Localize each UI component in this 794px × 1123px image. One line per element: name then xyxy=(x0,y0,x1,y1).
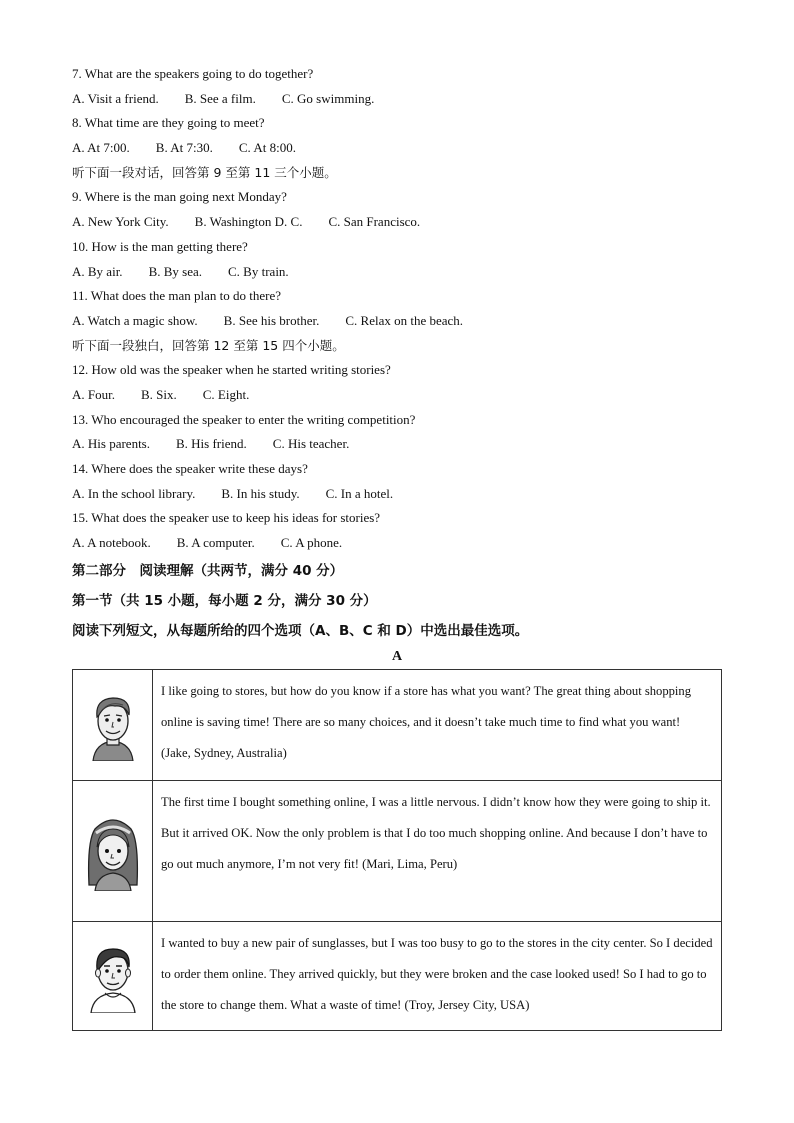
options-15 xyxy=(72,531,722,556)
option-c: C. A phone. xyxy=(280,535,343,551)
option-a: A. Watch a magic show. xyxy=(72,312,198,328)
option-a: A. In the school library. xyxy=(72,485,196,501)
option-b: B. By sea. xyxy=(148,263,203,279)
table-row xyxy=(73,921,722,1030)
avatar-cell xyxy=(73,921,153,1030)
option-a: A. Visit a friend. xyxy=(72,90,159,106)
option-c: C. Go swimming. xyxy=(281,90,375,106)
options-13 xyxy=(72,432,722,457)
option-a: A. At 7:00. xyxy=(72,140,130,156)
girl-avatar-icon xyxy=(83,811,143,891)
table-row xyxy=(73,780,722,921)
option-b: B. At 7:30. xyxy=(155,140,213,156)
question-8: 8. What time are they going to meet? xyxy=(72,115,265,131)
option-b: B. His friend. xyxy=(176,436,247,452)
reading-instruction: 阅读下列短文，从每题所给的四个选项（A、B、C 和 D）中选出最佳选项。 xyxy=(72,622,529,639)
option-c: C. San Francisco. xyxy=(328,214,421,230)
options-14 xyxy=(72,482,722,507)
option-b: B. See his brother. xyxy=(223,312,320,328)
question-10: 10. How is the man getting there? xyxy=(72,238,248,254)
review-text: I wanted to buy a new pair of sunglasses, but I was too busy to go to the stores in the city center. So I decided to order them online. They arrived quickly, but they were broken and the case looked used! So I had to go to the store to change them. What a waste of time! (Troy, Jersey City, USA) xyxy=(153,921,722,1030)
instruction-9-11: 听下面一段对话，回答第 9 至第 11 三个小题。 xyxy=(72,164,337,180)
option-a: A. Four. xyxy=(72,386,115,402)
question-12: 12. How old was the speaker when he started writing stories? xyxy=(72,362,391,378)
option-a: A. A notebook. xyxy=(72,535,151,551)
boy-avatar-icon xyxy=(85,689,141,761)
question-14: 14. Where does the speaker write these days? xyxy=(72,461,308,476)
avatar-cell xyxy=(73,780,153,921)
option-c: C. By train. xyxy=(228,263,289,279)
exam-page xyxy=(72,62,722,1031)
man-avatar-icon xyxy=(85,939,141,1013)
passage-label: A xyxy=(391,648,403,664)
option-c: C. In a hotel. xyxy=(325,485,394,501)
option-c: C. His teacher. xyxy=(272,436,350,452)
option-b: B. Six. xyxy=(140,386,177,402)
option-c: C. At 8:00. xyxy=(238,140,296,156)
review-text: I like going to stores, but how do you know if a store has what you want? The great thing about shopping online is saving time! There are so many choices, and it doesn’t take much time to find what you want! (Jake, Sydney, Australia) xyxy=(153,669,722,780)
options-12 xyxy=(72,383,722,408)
part-2-title: 第二部分 阅读理解（共两节，满分 40 分） xyxy=(72,562,344,579)
avatar-cell xyxy=(73,669,153,780)
reading-table xyxy=(72,669,722,1031)
question-11: 11. What does the man plan to do there? xyxy=(72,288,282,304)
options-9 xyxy=(72,210,722,235)
option-a: A. His parents. xyxy=(72,436,150,452)
question-9: 9. Where is the man going next Monday? xyxy=(72,189,287,205)
review-text: The first time I bought something online, I was a little nervous. I didn’t know how they were going to ship it. But it arrived OK. Now the only problem is that I do too much shopping online. And because I don’t have to go out much anymore, I’m not very fit! (Mari, Lima, Peru) xyxy=(153,780,722,921)
instruction-12-15: 听下面一段独白，回答第 12 至第 15 四个小题。 xyxy=(72,337,345,353)
question-15: 15. What does the speaker use to keep his ideas for stories? xyxy=(72,510,381,526)
question-13: 13. Who encouraged the speaker to enter the writing competition? xyxy=(72,411,416,427)
option-c: C. Relax on the beach. xyxy=(345,312,464,328)
option-b: B. In his study. xyxy=(221,485,300,501)
options-11 xyxy=(72,309,722,334)
option-b: B. Washington D. C. xyxy=(194,214,303,230)
option-a: A. New York City. xyxy=(72,214,169,230)
option-c: C. Eight. xyxy=(202,386,250,402)
option-b: B. See a film. xyxy=(184,90,256,106)
option-a: A. By air. xyxy=(72,263,123,279)
question-7: 7. What are the speakers going to do together? xyxy=(72,66,314,81)
option-b: B. A computer. xyxy=(176,535,255,551)
table-row xyxy=(73,669,722,780)
options-7 xyxy=(72,87,722,112)
options-10 xyxy=(72,260,722,285)
section-1-title: 第一节（共 15 小题，每小题 2 分，满分 30 分） xyxy=(72,592,377,609)
options-8 xyxy=(72,136,722,161)
